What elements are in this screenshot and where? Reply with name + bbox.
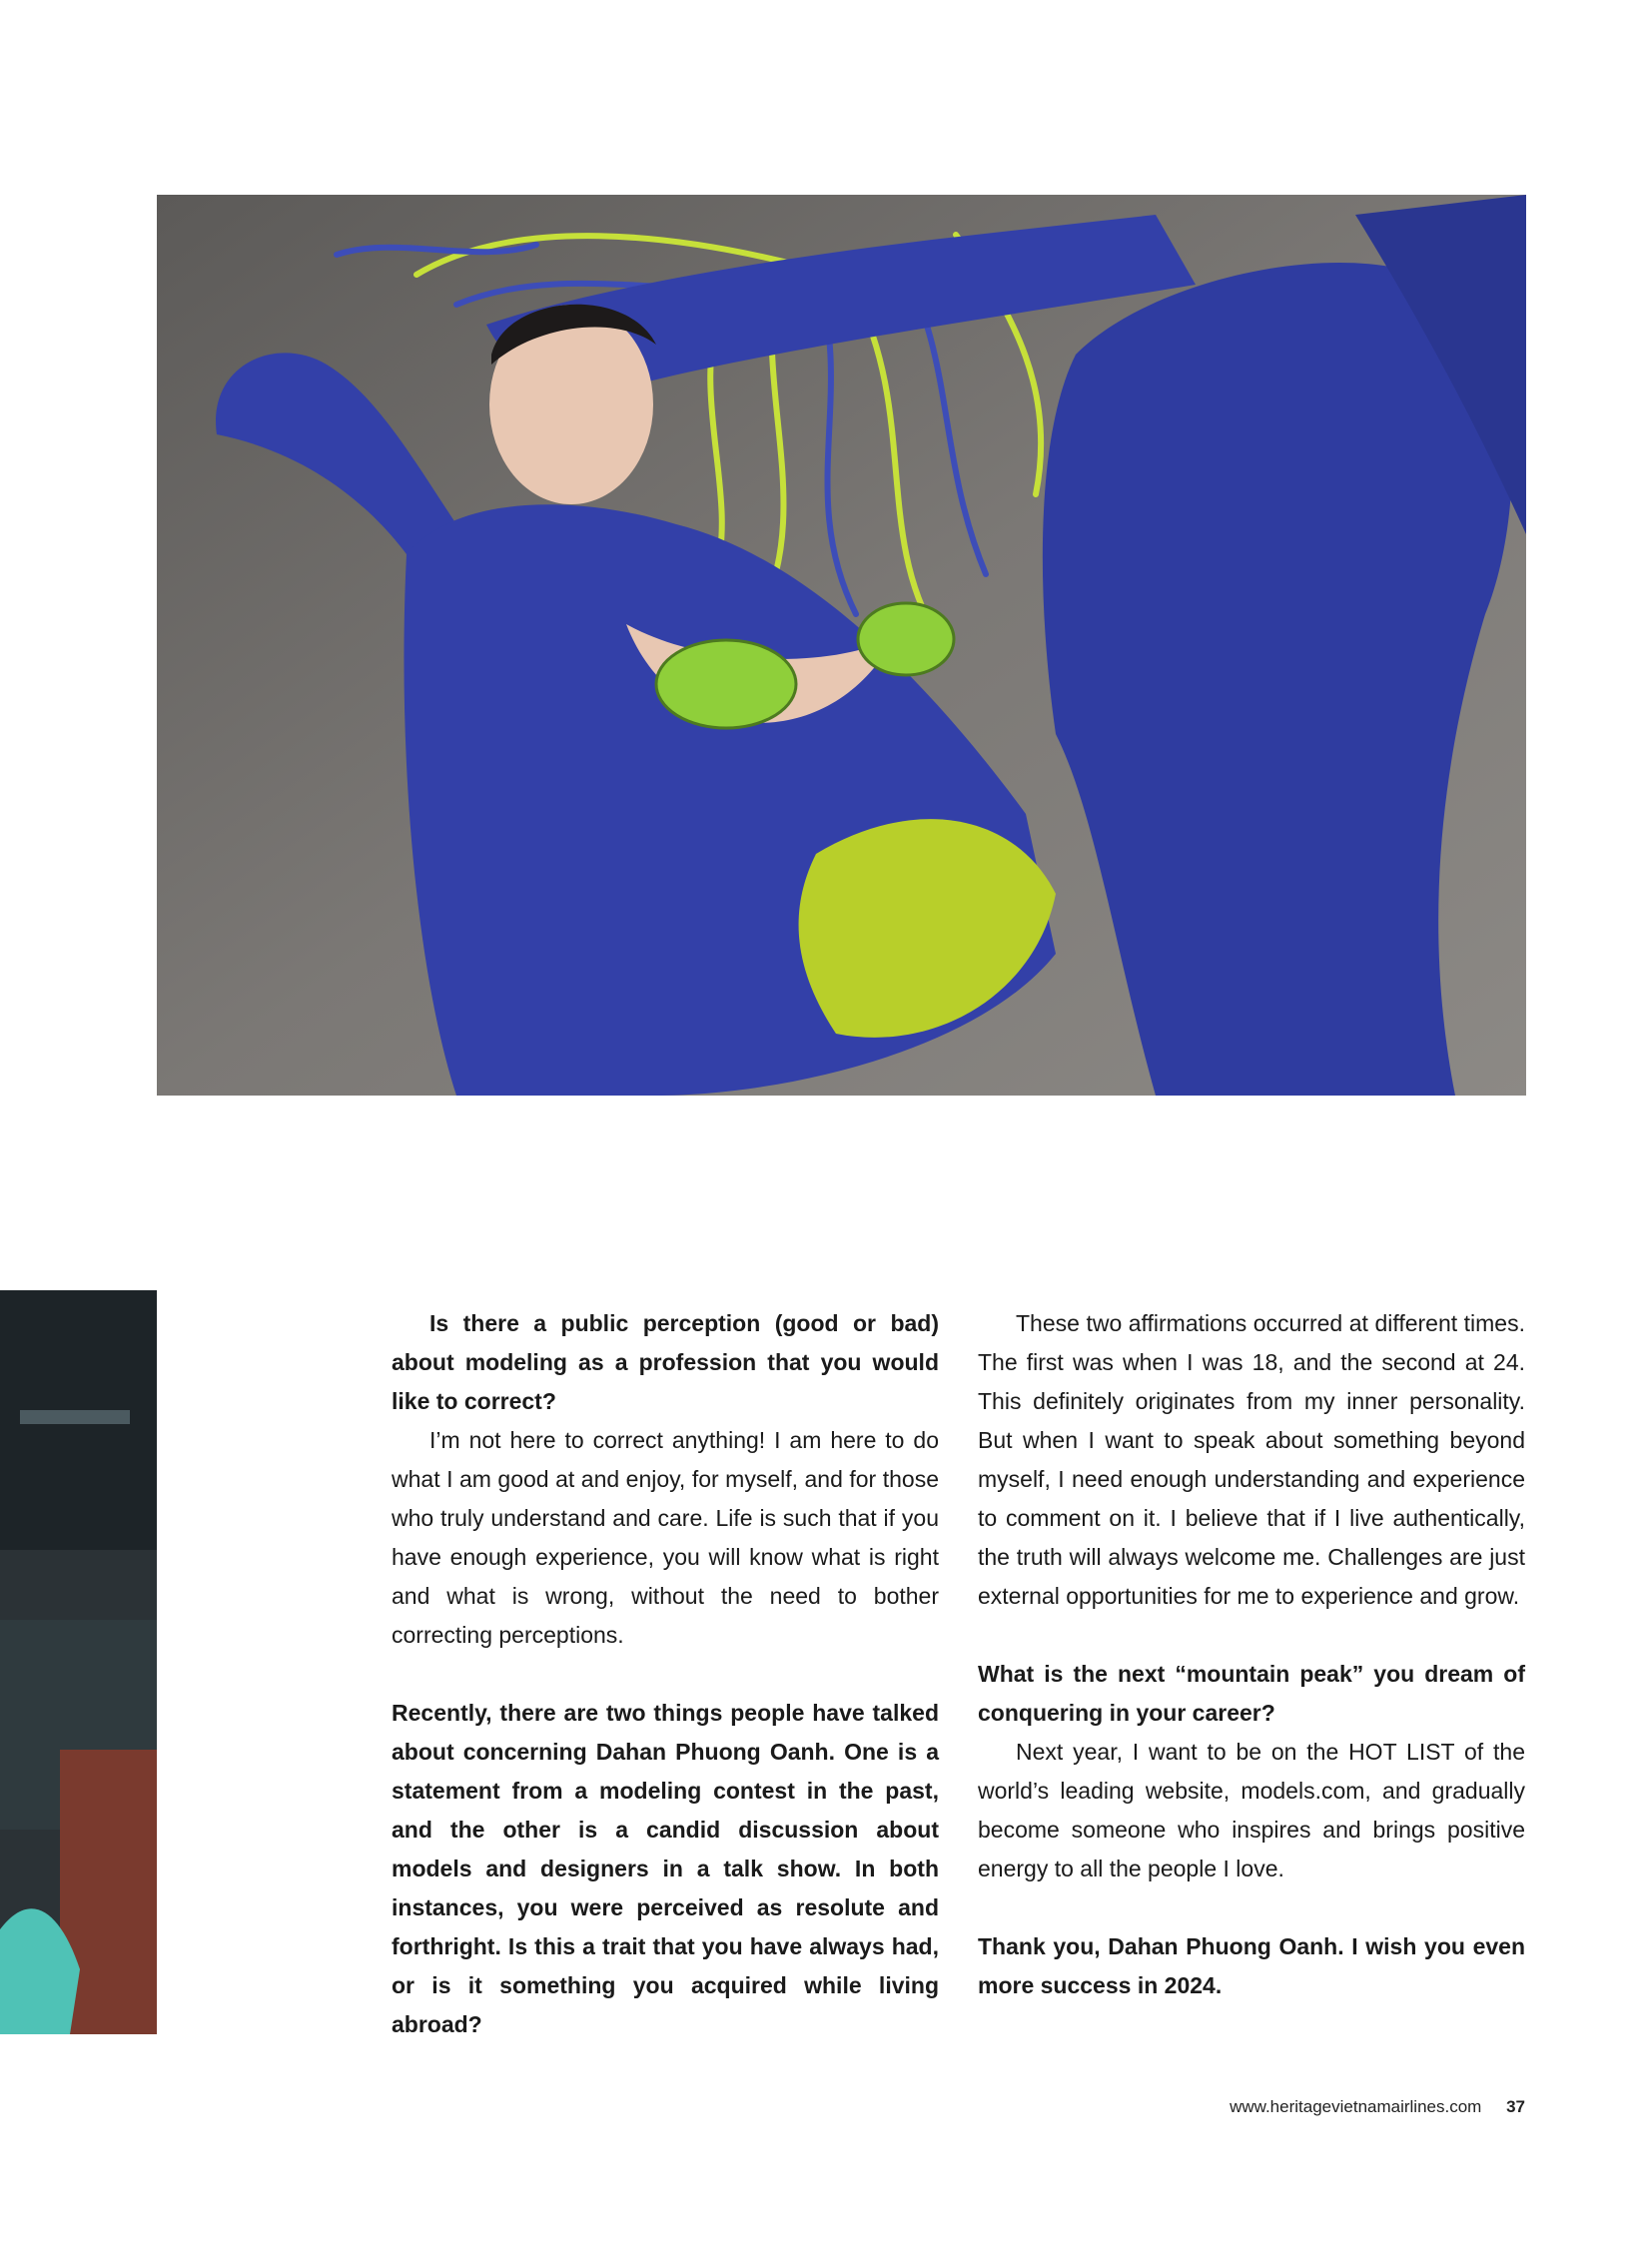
interview-answer: These two affirmations occurred at different times. The first was when I was 18, and the second at 24. This definitely originates from my inner personality. But when I want to speak about something beyond myself, I need enough understanding and experience to comment on it. I believe that if I live authentically, the truth will always welcome me. Challenges are just external opportunities for me to experience and grow. xyxy=(978,1310,1525,1609)
article-column-right xyxy=(978,1304,1525,2005)
page-number: 37 xyxy=(1506,2097,1525,2116)
footer-url[interactable]: www.heritagevietnamairlines.com xyxy=(1230,2097,1482,2116)
side-photo xyxy=(0,1290,157,2034)
fashion-photo xyxy=(157,195,1526,1096)
interview-answer: I’m not here to correct anything! I am here to do what I am good at and enjoy, for myself, and for those who truly understand and care. Life is such that if you have enough experience, you will know what is right and what is wrong, without the need to bother correcting perceptions. xyxy=(392,1427,939,1648)
paragraph-gap xyxy=(978,1616,1525,1655)
page-footer xyxy=(1230,2096,1525,2118)
interview-question: Recently, there are two things people have talked about concerning Dahan Phuong Oanh. One is a statement from a modeling contest in the past, and the other is a candid discussion about models and designers in a talk show. In both instances, you were perceived as resolute and forthright. Is this a trait that you have always had, or is it something you acquired while living abroad? xyxy=(392,1700,939,2037)
interview-question: Is there a public perception (good or bad) about modeling as a profession that you would like to correct? xyxy=(392,1310,939,1414)
interview-answer: Next year, I want to be on the HOT LIST of the world’s leading website, models.com, and gradually become someone who inspires and brings positive energy to all the people I love. xyxy=(978,1739,1525,1881)
paragraph-gap xyxy=(392,1655,939,1694)
paragraph-gap xyxy=(978,1888,1525,1927)
interview-question: What is the next “mountain peak” you dream of conquering in your career? xyxy=(978,1661,1525,1726)
closing-remark: Thank you, Dahan Phuong Oanh. I wish you even more success in 2024. xyxy=(978,1933,1525,1998)
article-column-left xyxy=(392,1304,939,2044)
